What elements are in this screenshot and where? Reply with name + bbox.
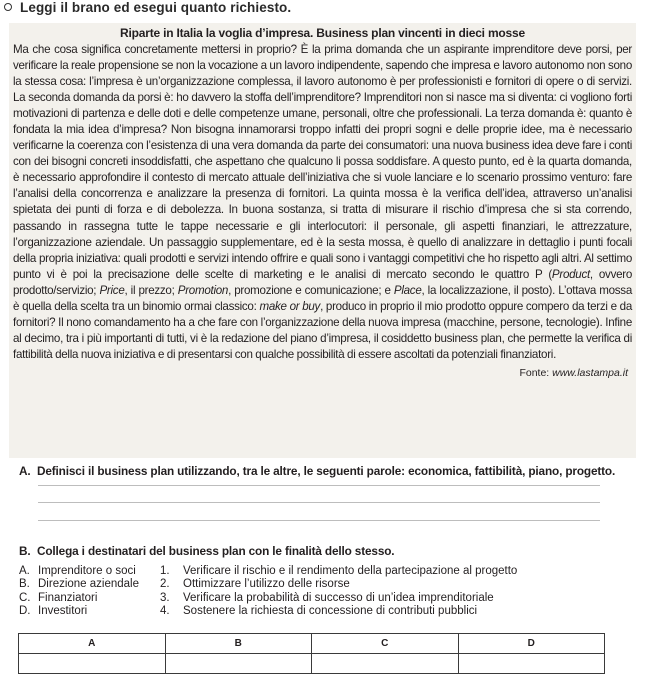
list-item: 3. Verificare la probabilità di successo di un’idea imprenditoriale: [160, 591, 494, 604]
passage-body: Ma che cosa significa concretamente mettersi in proprio? È la prima domanda che un aspirante imprenditore deve porsi, per verificare la reale propensione se non la vocazione a un lavoro indipendente, sapendo che impresa e lavoro autonomo non sono la stessa cosa: l’impresa è un’organizzazione complessa, il lavoro autonomo è per professionisti e fornitori di opere o di servizi. La seconda domanda da porsi è: ho davvero la stoffa dell’imprenditore? Imprenditori non si nasce ma si diventa: ci vogliono forti motivazioni di partenza e delle doti e delle competenze umane, personali, oltre che professionali. La terza domanda è: quanto è fondata la mia idea d’impresa? Non bisogna innamorarsi troppo infatti dei propri sogni e delle proprie idee, ma è necessario verificarne la coerenza con l’esistenza di una vera domanda da parte dei consumatori: una nuova business idea deve fare i conti con dei bisogni concreti insoddisfatti, che aspettano che qualcuno li possa soddisfare. A questo punto, ed è la quarta domanda, è necessario approfondire il contesto di mercato attuale dell’iniziativa che si vuole lanciare e lo scenario prossimo venturo: fare l’analisi della concorrenza e analizzare la presenza di fornitori. La quinta mossa è la verifica dell’idea, attraverso un’analisi spietata dei punti di forza e di debolezza. In buona sostanza, si tratta di misurare il rischio d’impresa che si sta correndo, passando in rassegna tutte le tappe necessarie e gli interlocutori: il personale, gli aspetti finanziari, le attrezzature, l’organizzazione aziendale. Un passaggio supplementare, ed è la sesta mossa, è quello di analizzare in dettaglio i punti focali della propria iniziativa: quali prodotti e servizi intendo offrire e quali sono i vantaggi competitivi che ho rispetto agli altri. Al settimo punto vi è poi la precisazione delle scelte di marketing e le analisi di mercato secondo le quattro P (Product, ovvero prodotto/servizio; Price, il prezzo; Promotion, promozione e comunicazione; e Place, la localizzazione, il posto). L’ottava mossa è quella della scelta tra un binomio ormai classico: make or buy, produco in proprio il mio prodotto oppure compero da terzi e da fornitori? Il nono comandamento ha a che fare con l’organizzazione della nuova impresa (macchine, persone, tecnologie). Infine al decimo, tra i più importanti di tutti, vi è la redazione del piano d’impresa, il cosiddetto business plan, che permette la verifica di fattibilità della nuova iniziativa e di presentarsi con qualche possibilità di essere ascoltati da potenziali finanziatori.: [13, 43, 633, 361]
source-url[interactable]: www.lastampa.it: [552, 366, 628, 379]
question-b-letter: B.: [19, 544, 31, 558]
passage-source: Fonte: www.lastampa.it: [519, 366, 628, 379]
grid-answer-cell[interactable]: [312, 654, 459, 674]
recipients-list: [19, 565, 139, 619]
list-item: A. Imprenditore o soci: [19, 565, 136, 577]
question-b-text: Collega i destinatari del business plan con le finalità dello stesso.: [37, 544, 395, 558]
list-item: D. Investitori: [19, 605, 88, 618]
list-item: C. Finanziatori: [19, 591, 98, 604]
grid-header-cell: B: [165, 634, 312, 654]
reading-passage: [9, 23, 636, 458]
bullet-circle-icon: [4, 3, 12, 11]
passage-title: Riparte in Italia la voglia d’impresa. Business plan vincenti in dieci mosse: [120, 26, 525, 40]
question-a: [19, 464, 629, 478]
exercise-instruction: Leggi il brano ed esegui quanto richiesto.: [20, 0, 292, 15]
answer-line-2[interactable]: [38, 502, 600, 503]
grid-header-cell: D: [458, 634, 605, 654]
answer-line-1[interactable]: [38, 485, 600, 486]
grid-header-cell: A: [19, 634, 166, 654]
answer-line-3[interactable]: [38, 520, 600, 521]
list-item: B. Direzione aziendale: [19, 578, 140, 591]
exercise-header: [0, 0, 650, 17]
grid-answer-cell[interactable]: [19, 654, 166, 674]
question-a-text: Definisci il business plan utilizzando, tra le altre, le seguenti parole: economica, fattibilità, piano, progetto.: [37, 464, 616, 478]
grid-answer-cell[interactable]: [165, 654, 312, 674]
answer-grid-row: [19, 654, 605, 674]
question-b: [19, 544, 394, 558]
list-item: 4. Sostenere la richiesta di concessione di contributi pubblici: [160, 605, 478, 618]
purposes-list: [160, 565, 517, 619]
answer-grid-header: [19, 634, 605, 654]
answer-grid: [18, 633, 605, 674]
grid-header-cell: C: [312, 634, 459, 654]
grid-answer-cell[interactable]: [458, 654, 605, 674]
list-item: 1. Verificare il rischio e il rendimento della partecipazione al progetto: [160, 565, 518, 577]
list-item: 2. Ottimizzare l’utilizzo delle risorse: [160, 578, 350, 591]
question-a-letter: A.: [19, 464, 31, 478]
